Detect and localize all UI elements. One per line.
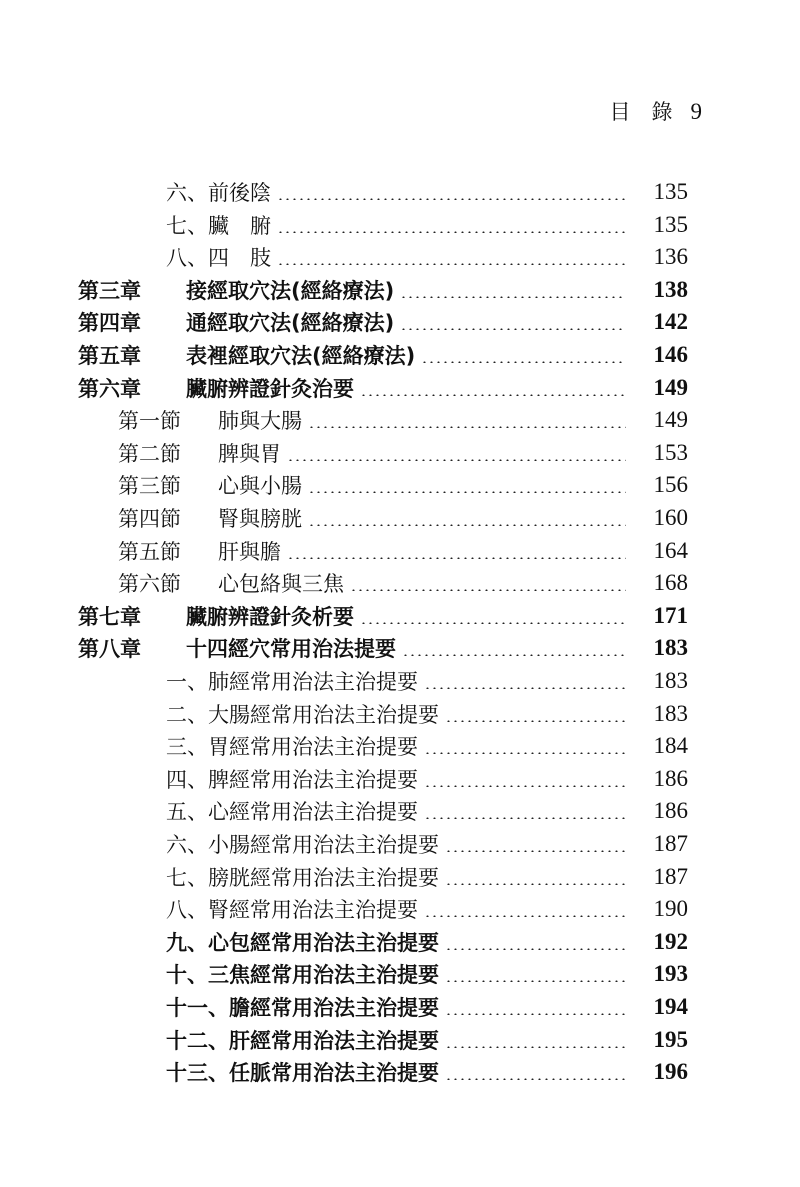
dot-leader: [308, 524, 626, 526]
dot-leader: [424, 752, 626, 754]
entry-label: 二、大腸經常用治法主治提要: [166, 702, 439, 727]
entry-page-number: 193: [653, 961, 688, 987]
entry-page-number: 146: [653, 342, 688, 367]
toc-item-entry: [166, 795, 688, 827]
dot-leader: [445, 850, 626, 852]
entry-page-number: 171: [653, 602, 688, 628]
entry-label: 第四章: [78, 311, 141, 336]
entry-title: 臟腑辨證針灸治要: [186, 376, 354, 401]
toc-item-entry: [166, 665, 688, 697]
dot-leader: [360, 622, 626, 624]
dot-leader: [445, 1078, 626, 1080]
toc-item-entry: [166, 176, 688, 208]
entry-title: 表裡經取穴法(經絡療法): [186, 344, 416, 368]
toc-item-entry: [166, 730, 688, 762]
entry-page-number: 186: [653, 798, 688, 824]
entry-page-number: 142: [653, 309, 688, 335]
entry-label: 七、臟 腑: [166, 213, 271, 238]
entry-page-number: 156: [653, 472, 688, 498]
entry-label: 第三節: [118, 474, 181, 499]
dot-leader: [350, 589, 626, 591]
entry-label: 第二節: [118, 441, 181, 466]
entry-label: 六、前後陰: [166, 181, 271, 205]
dot-leader: [445, 980, 626, 982]
entry-page-number: 135: [653, 179, 688, 204]
toc-item-entry: [166, 828, 688, 860]
entry-page-number: 183: [653, 700, 688, 726]
entry-label: 十一、膽經常用治法主治提要: [166, 996, 439, 1020]
entry-page-number: 149: [653, 407, 688, 433]
entry-title: 脾與胃: [218, 441, 281, 466]
dot-leader: [287, 557, 626, 559]
dot-leader: [424, 817, 626, 819]
entry-label: 十三、任脈常用治法主治提要: [166, 1061, 439, 1086]
entry-title: 心與小腸: [218, 474, 302, 499]
entry-page-number: 135: [653, 211, 688, 237]
dot-leader: [445, 1046, 626, 1048]
toc-section-entry: [118, 567, 688, 599]
entry-label: 六、小腸經常用治法主治提要: [166, 833, 439, 857]
entry-label: 七、膀胱經常用治法主治提要: [166, 865, 439, 890]
toc-chapter-entry: [78, 372, 688, 404]
entry-page-number: 168: [653, 570, 688, 596]
toc-chapter-entry: [78, 274, 688, 306]
toc-item-entry: [166, 926, 688, 958]
entry-title: 心包絡與三焦: [218, 572, 344, 597]
toc-chapter-entry: [78, 306, 688, 338]
entry-label: 第五章: [78, 344, 141, 368]
entry-title: 肝與膽: [218, 539, 281, 564]
dot-leader: [445, 883, 626, 885]
entry-page-number: 186: [653, 765, 688, 791]
entry-title: 接經取穴法(經絡療法): [186, 278, 395, 303]
dot-leader: [445, 948, 626, 950]
entry-page-number: 138: [653, 276, 688, 302]
dot-leader: [277, 231, 626, 233]
entry-page-number: 153: [653, 439, 688, 465]
entry-label: 三、胃經常用治法主治提要: [166, 735, 418, 760]
entry-title: 十四經穴常用治法提要: [186, 637, 396, 662]
entry-page-number: 184: [653, 733, 688, 759]
toc-section-entry: [118, 437, 688, 469]
entry-label: 八、四 肢: [166, 246, 271, 271]
entry-page-number: 149: [653, 374, 688, 400]
entry-label: 第一節: [118, 409, 181, 434]
toc-section-entry: [118, 502, 688, 534]
entry-title: 肺與大腸: [218, 409, 302, 434]
dot-leader: [402, 654, 626, 656]
dot-leader: [308, 491, 626, 493]
entry-label: 第五節: [118, 539, 181, 564]
toc-section-entry: [118, 469, 688, 501]
dot-leader: [445, 720, 626, 722]
toc-item-entry: [166, 991, 688, 1023]
entry-label: 第三章: [78, 278, 141, 303]
entry-title: 臟腑辨證針灸析要: [186, 604, 354, 629]
entry-page-number: 192: [653, 928, 688, 954]
entry-page-number: 183: [653, 668, 688, 693]
dot-leader: [445, 1013, 626, 1015]
entry-page-number: 136: [653, 244, 688, 270]
entry-page-number: 183: [653, 635, 688, 661]
toc-item-entry: [166, 958, 688, 990]
entry-label: 第六節: [118, 572, 181, 597]
entry-page-number: 190: [653, 896, 688, 922]
entry-label: 九、心包經常用治法主治提要: [166, 930, 439, 955]
entry-label: 四、脾經常用治法主治提要: [166, 767, 418, 792]
dot-leader: [424, 915, 626, 917]
toc-chapter-entry: [78, 339, 688, 371]
entry-label: 五、心經常用治法主治提要: [166, 800, 418, 825]
toc-item-entry: [166, 861, 688, 893]
running-header: [610, 96, 703, 126]
entry-page-number: 187: [653, 831, 688, 856]
dot-leader: [277, 198, 626, 200]
entry-title: 通經取穴法(經絡療法): [186, 311, 395, 336]
toc-item-entry: [166, 1056, 688, 1088]
entry-label: 第八章: [78, 637, 141, 662]
dot-leader: [360, 394, 626, 396]
entry-page-number: 160: [653, 505, 688, 530]
entry-page-number: 194: [653, 994, 688, 1019]
toc-item-entry: [166, 1024, 688, 1056]
toc-chapter-entry: [78, 632, 688, 664]
entry-label: 十、三焦經常用治法主治提要: [166, 963, 439, 988]
entry-label: 第七章: [78, 604, 141, 629]
entry-label: 第六章: [78, 376, 141, 401]
entry-label: 一、肺經常用治法主治提要: [166, 670, 418, 694]
dot-leader: [400, 296, 626, 298]
dot-leader: [277, 263, 626, 265]
dot-leader: [424, 687, 626, 689]
toc-section-entry: [118, 535, 688, 567]
entry-page-number: 164: [653, 537, 688, 563]
entry-page-number: 196: [653, 1059, 688, 1085]
dot-leader: [400, 328, 626, 330]
header-title: 目 錄: [609, 100, 673, 124]
entry-page-number: 195: [653, 1026, 688, 1052]
toc-item-entry: [166, 241, 688, 273]
entry-label: 八、腎經常用治法主治提要: [166, 898, 418, 923]
entry-title: 腎與膀胱: [218, 507, 302, 531]
toc-item-entry: [166, 763, 688, 795]
toc-chapter-entry: [78, 600, 688, 632]
dot-leader: [308, 426, 626, 428]
dot-leader: [287, 459, 626, 461]
toc-item-entry: [166, 698, 688, 730]
toc-item-entry: [166, 209, 688, 241]
dot-leader: [424, 785, 626, 787]
dot-leader: [421, 361, 626, 363]
entry-label: 第四節: [118, 507, 181, 531]
entry-page-number: 187: [653, 863, 688, 889]
header-page-number: 9: [690, 99, 702, 124]
toc-item-entry: [166, 893, 688, 925]
toc-section-entry: [118, 404, 688, 436]
entry-label: 十二、肝經常用治法主治提要: [166, 1028, 439, 1053]
